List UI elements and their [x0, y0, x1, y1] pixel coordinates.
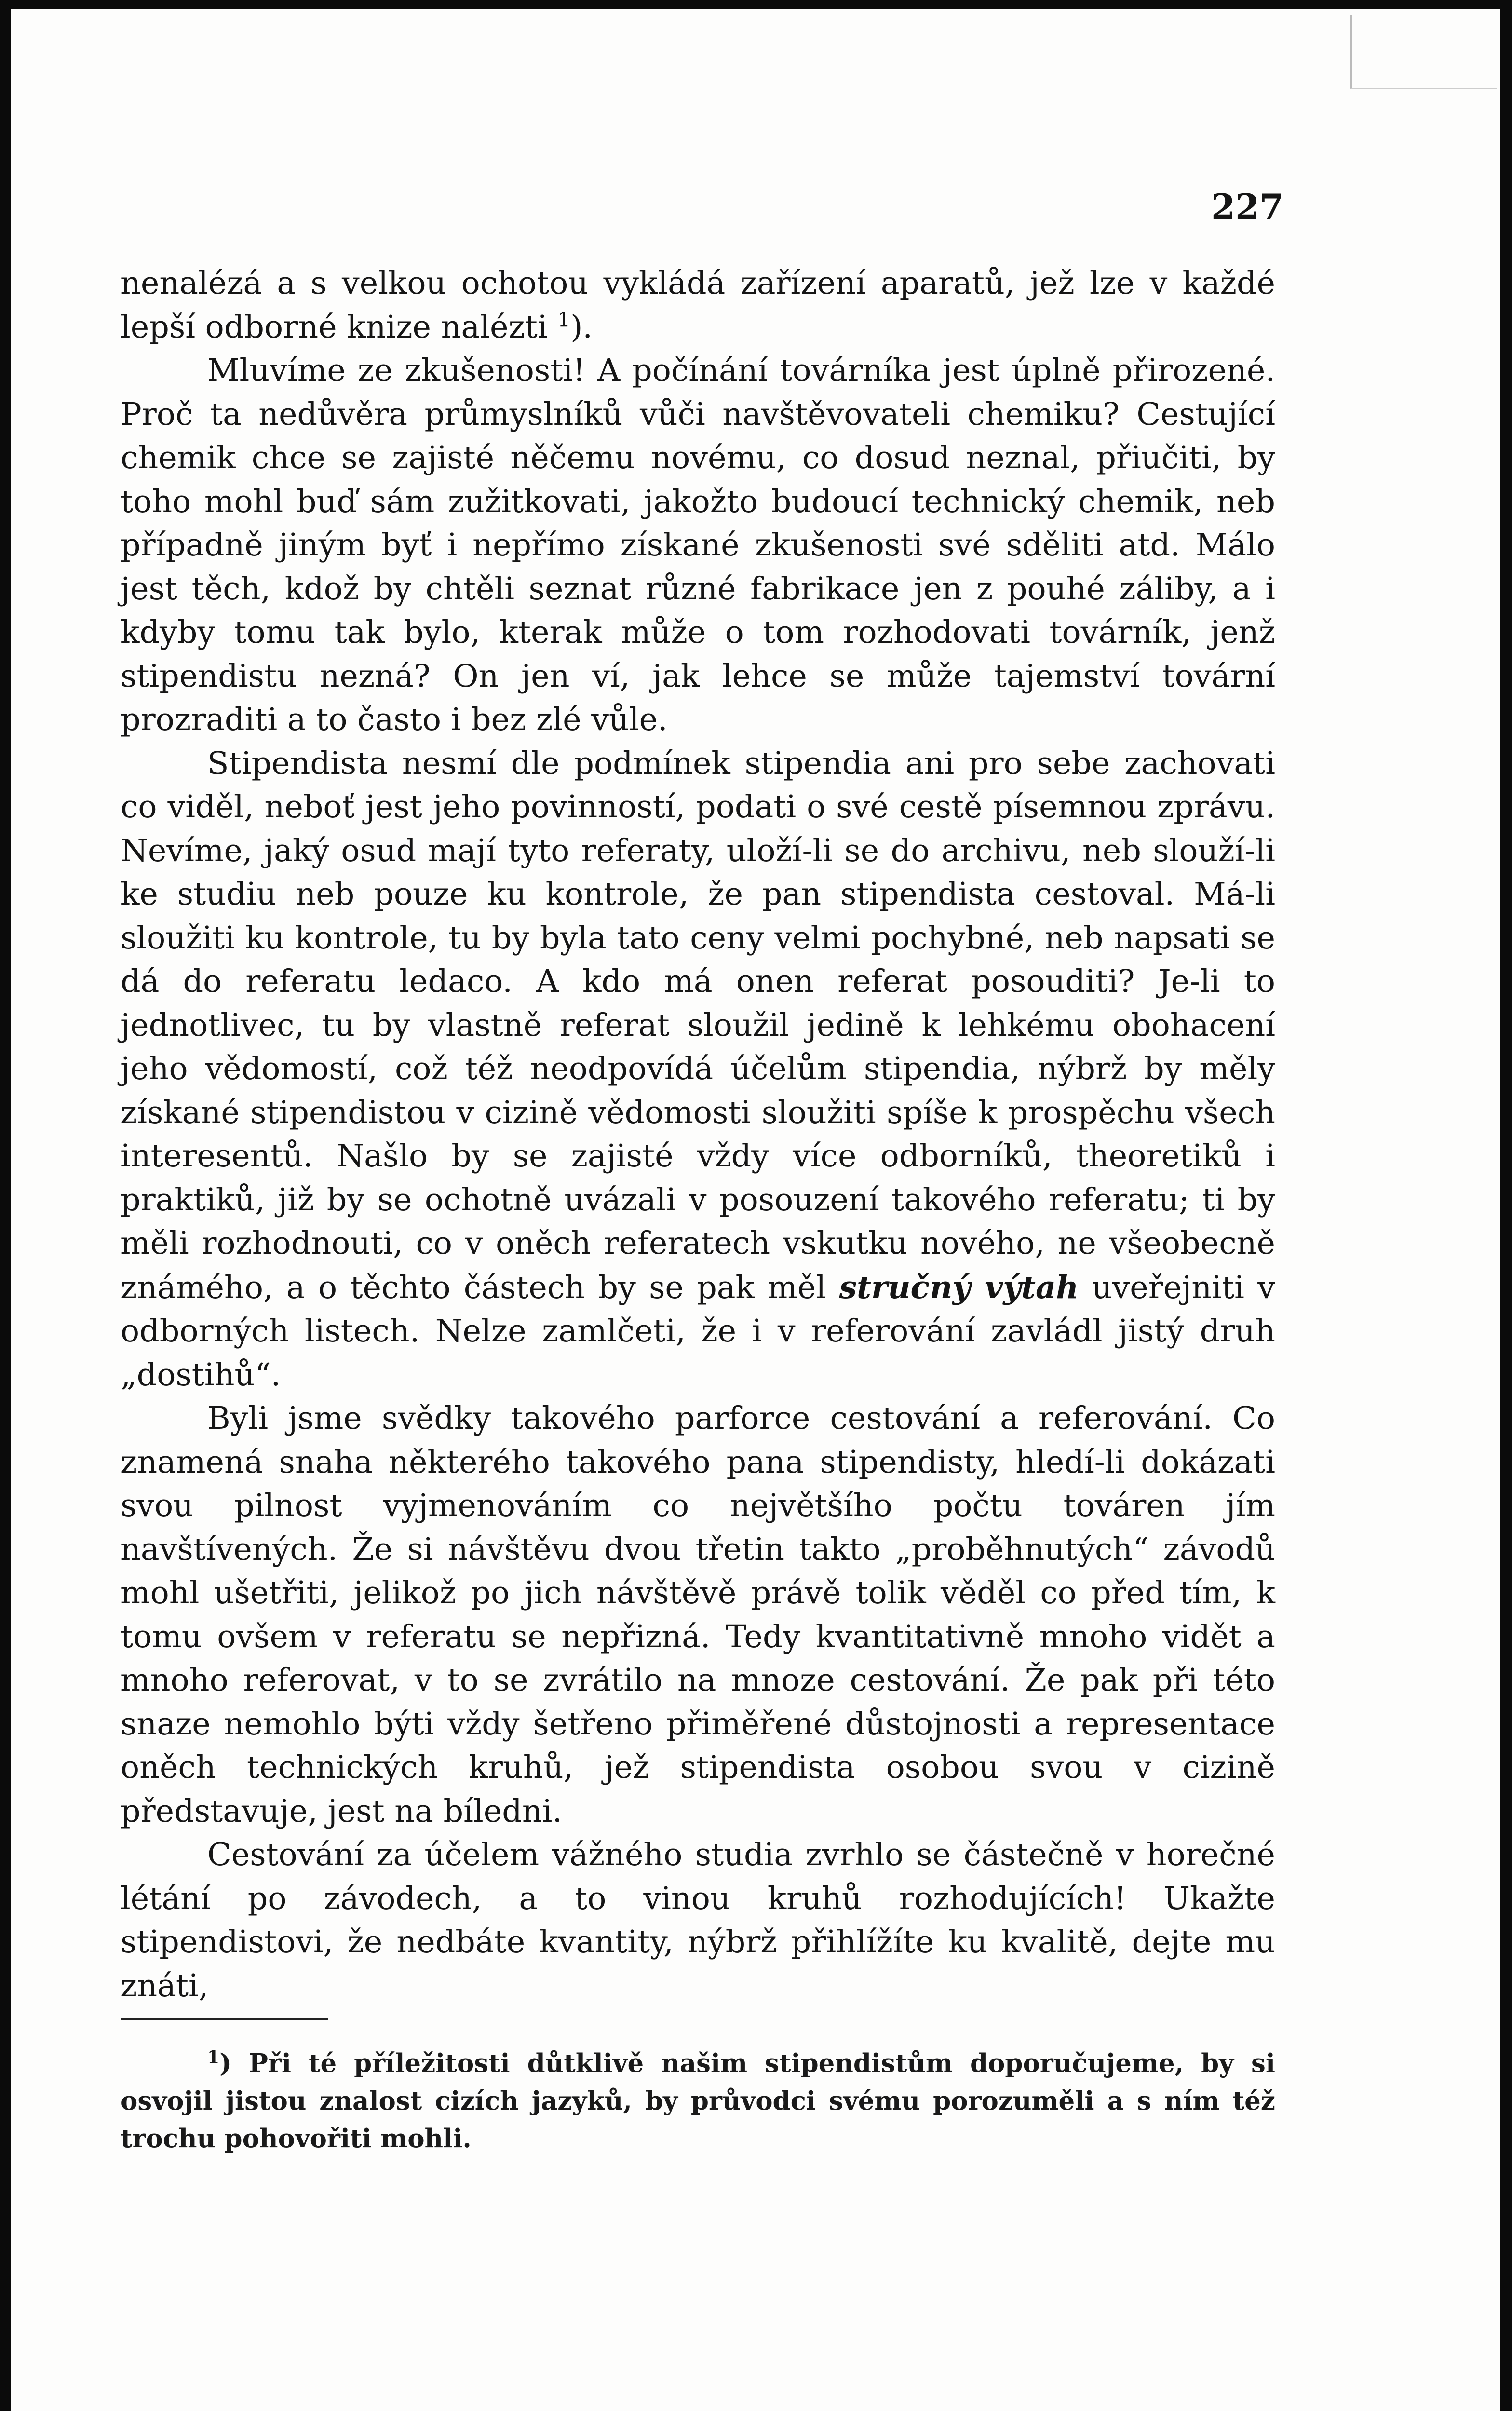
footnote-text: ) Při té příležitosti důtklivě našim stipendistům doporučujeme, by si osvojil jistou znalost cizích jazyků, by průvodci svému porozuměli a s ním též trochu pohovořiti mohli.: [121, 2048, 1275, 2154]
paragraph-2: Mluvíme ze zkušenosti! A počínání továrníka jest úplně přirozené. Proč ta nedůvěra průmyslníků vůči navštěvovateli chemiku? Cestující chemik chce se zajisté něčemu novému, co dosud neznal, přiučiti, by toho mohl buď sám zužitkovati, jakožto budoucí technický chemik, neb případně jiným byť i nepřímo získané zkušenosti své sděliti atd. Málo jest těch, kdož by chtěli seznat různé fabrikace jen z pouhé záliby, a i kdyby tomu tak bylo, kterak může o tom rozhodovati továrník, jenž stipendistu nezná? On jen ví, jak lehce se může tajemství tovární prozraditi a to často i bez zlé vůle.: [121, 352, 1275, 738]
paragraph-5: Cestování za účelem vážného studia zvrhlo se částečně v horečné létání po závodech, a to vinou kruhů rozhodujících! Ukažte stipendistovi, že nedbáte kvantity, nýbrž přihlížíte ku kvalitě, dejte mu znáti,: [121, 1837, 1275, 2004]
paragraph-3: [121, 742, 1275, 1397]
emphasis-text: stručný výtah: [839, 1269, 1079, 1306]
footnote-divider: [121, 2018, 328, 2020]
book-page: [11, 9, 1500, 2411]
paragraph-4: Byli jsme svědky takového parforce cestování a referování. Co znamená snaha některého takového pana stipendisty, hledí-li dokázati svou pilnost vyjmenováním co největšího počtu továren jím navštívených. Že si návštěvu dvou třetin takto „proběhnutých“ závodů mohl ušetřiti, jelikož po jich návštěvě právě tolik věděl co před tím, k tomu ovšem v referatu se nepřizná. Tedy kvantitativně mnoho vidět a mnoho referovat, v to se zvrátilo na mnoze cestování. Že pak při této snaze nemohlo býti vždy šetřeno přiměřené důstojnosti a representace oněch technických kruhů, jež stipendista osobou svou v cizině představuje, jest na bíledni.: [121, 1400, 1275, 1829]
paragraph-1-text-after: ).: [570, 309, 593, 345]
paragraph-3-text-before: Stipendista nesmí dle podmínek stipendia ani pro sebe zachovati co viděl, neboť jest jeho povinností, podati o své cestě písemnou zprávu. Nevíme, jaký osud mají tyto referaty, uloží-li se do archivu, neb slouží-li ke studiu neb pouze ku kontrole, že pan stipendista cestoval. Má-li sloužiti ku kontrole, tu by byla tato ceny velmi pochybné, neb napsati se dá do referatu ledaco. A kdo má onen referat posouditi? Je-li to jednotlivec, tu by vlastně referat sloužil jedině k lehkému obohacení jeho vědomostí, což též neodpovídá účelům stipendia, nýbrž by měly získané stipendistou v cizině vědomosti sloužiti spíše k prospěchu všech interesentů. Našlo by se zajisté vždy více odborníků, theoretiků i praktiků, již by se ochotně uvázali v posouzení takového referatu; ti by měli rozhodnouti, co v oněch referatech vskutku nového, ne všeobecně známého, a o těchto částech by se pak měl: [121, 745, 1275, 1306]
page-number: 227: [1211, 186, 1284, 227]
footnote-mark: 1: [207, 2047, 220, 2068]
paragraph-1: [121, 262, 1275, 349]
footnote-reference: 1: [557, 307, 571, 331]
footnote: [121, 2045, 1275, 2157]
paragraph-1-text: nenalézá a s velkou ochotou vykládá zařízení aparatů, jež lze v každé lepší odborné knize nalézti: [121, 265, 1275, 345]
paragraph-3-text-after: uveřejniti v odborných listech. Nelze zamlčeti, že i v referování zavládl jistý druh „dostihů“.: [121, 1269, 1275, 1393]
scan-corner-mark: [1350, 15, 1497, 89]
body-text: [121, 262, 1275, 2008]
